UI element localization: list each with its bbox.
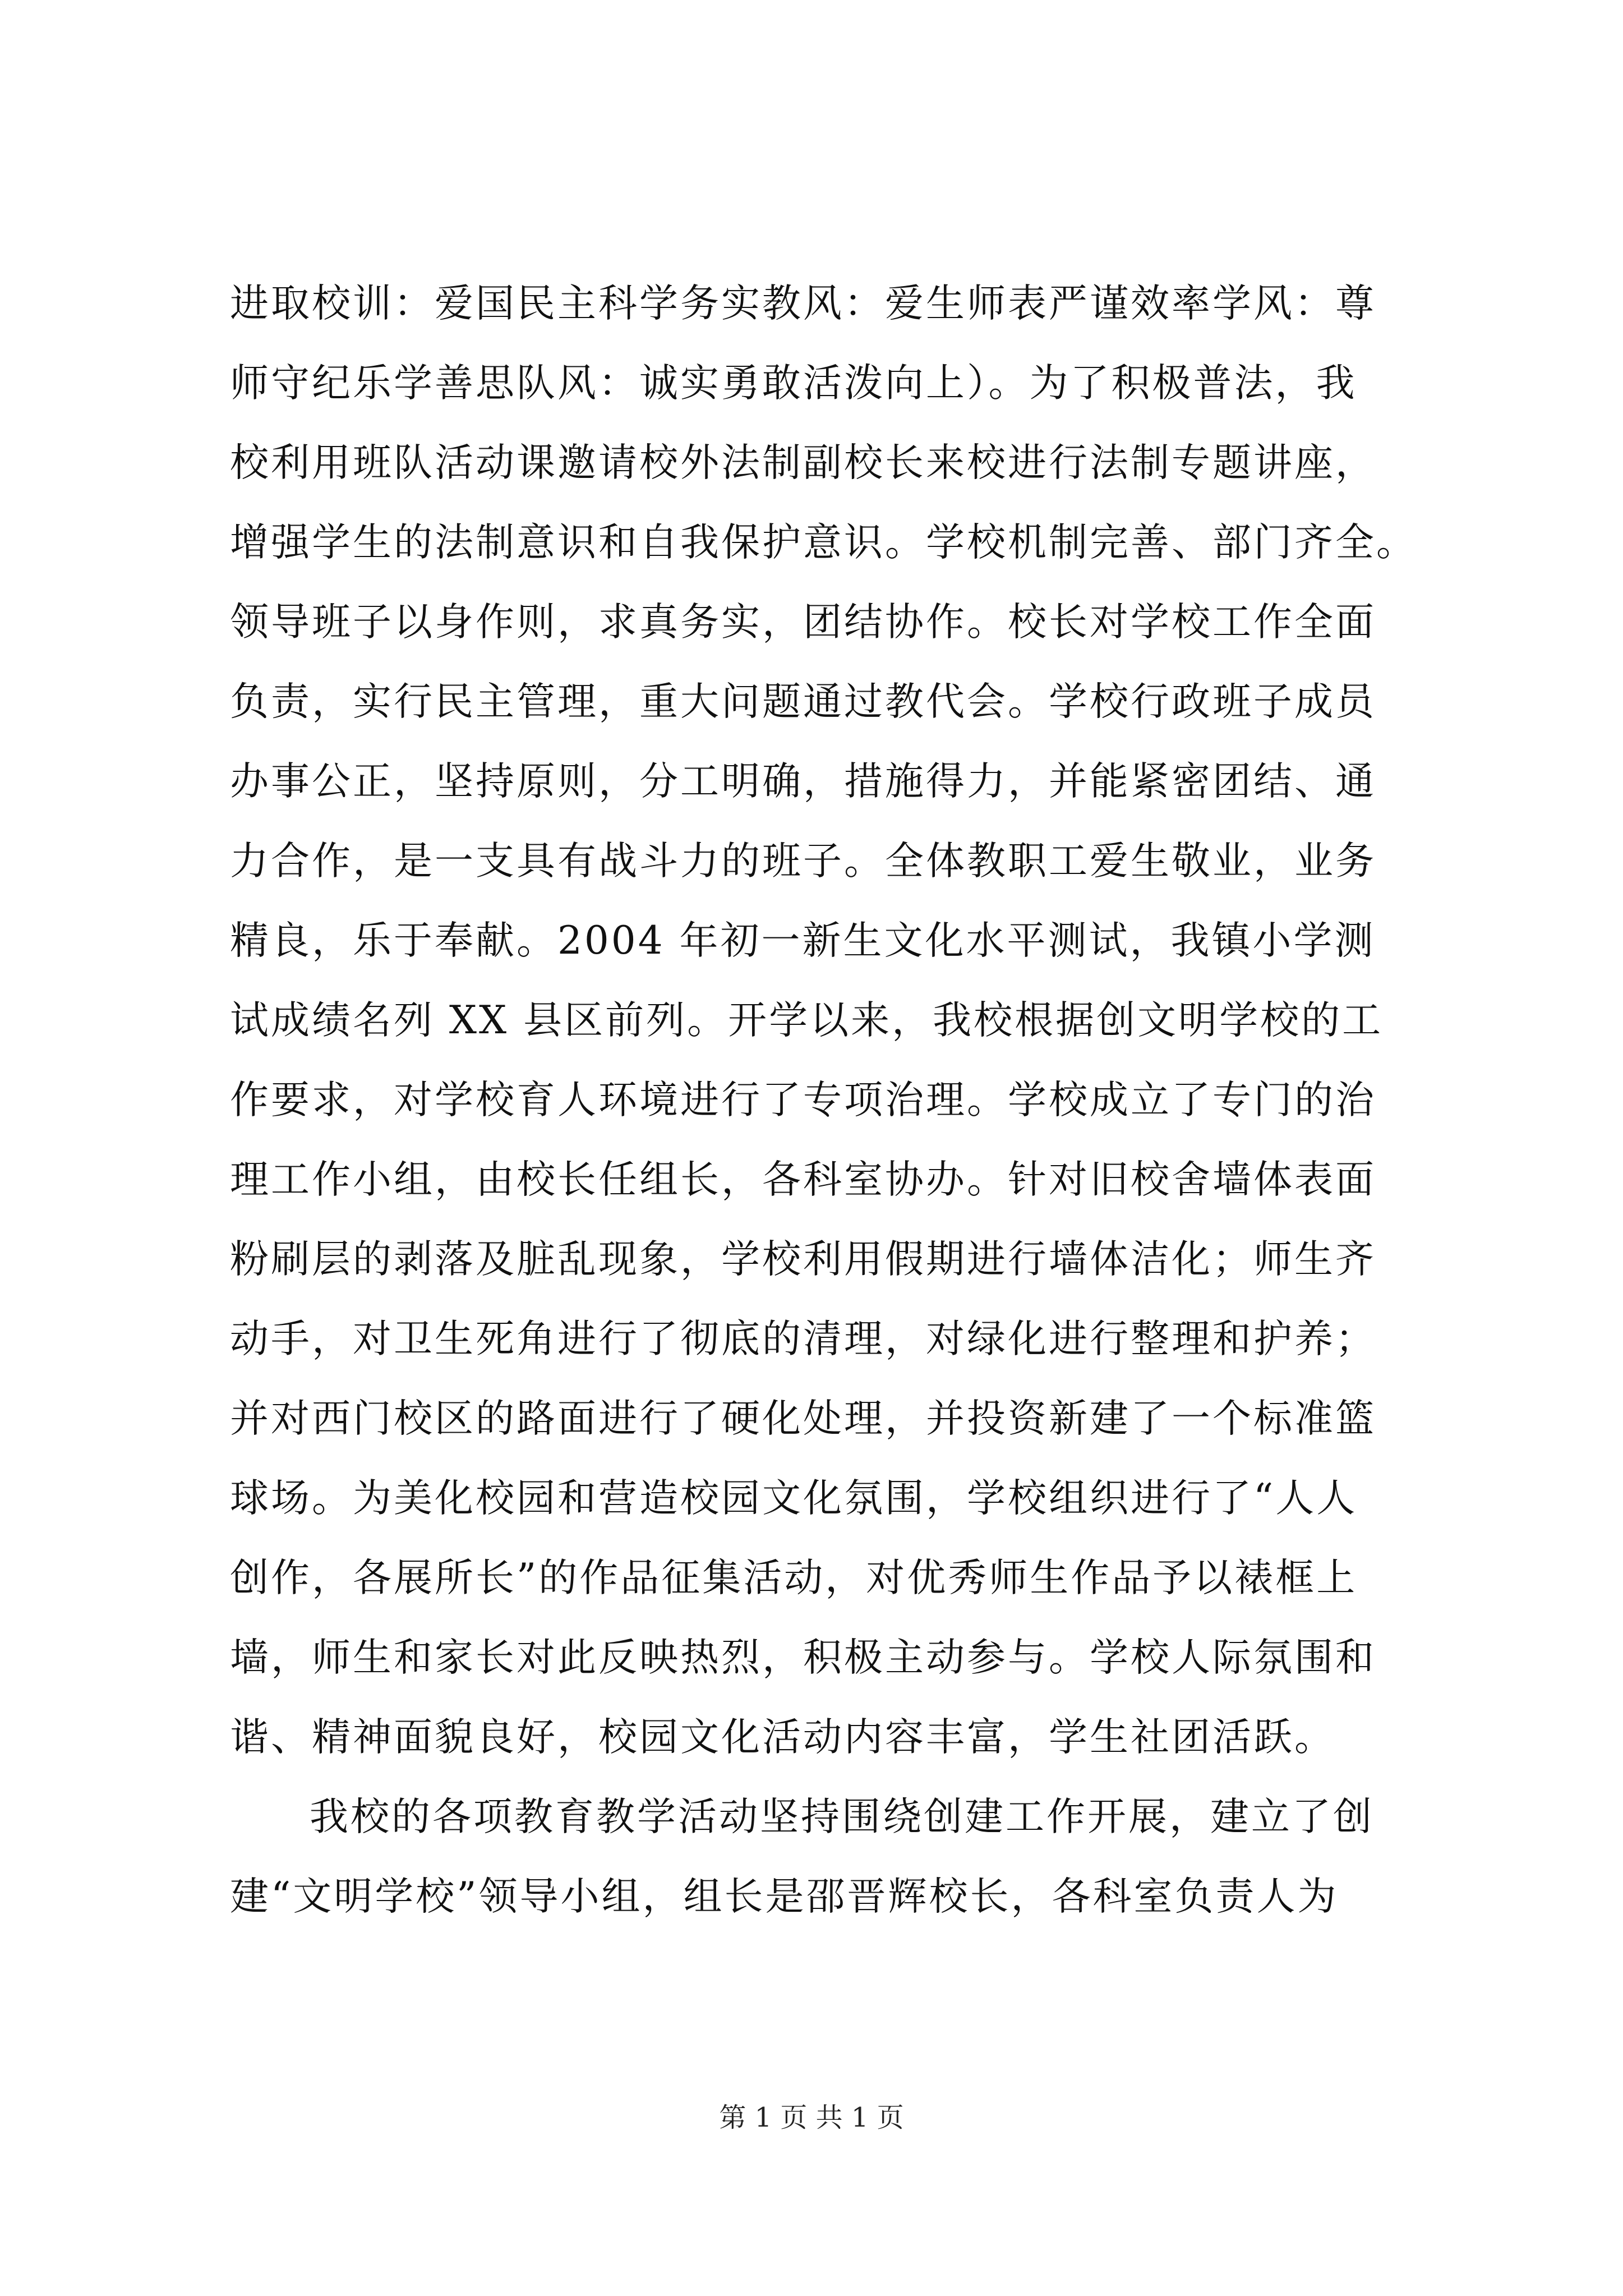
text-line: 粉刷层的剥落及脏乱现象，学校利用假期进行墙体洁化；师生齐 xyxy=(230,1237,1376,1282)
text-line: 师守纪乐学善思队风：诚实勇敢活泼向上）。为了积极普法，我 xyxy=(230,361,1357,406)
text-line: 作要求，对学校育人环境进行了专项治理。学校成立了专门的治 xyxy=(230,1078,1376,1122)
text-line: 动手，对卫生死角进行了彻底的清理，对绿化进行整理和护养； xyxy=(230,1317,1376,1361)
text-line: 负责，实行民主管理，重大问题通过教代会。学校行政班子成员 xyxy=(230,679,1376,724)
paragraph-start-line: 我校的各项教育教学活动坚持围绕创建工作开展，建立了创 xyxy=(310,1795,1374,1839)
text-line: 并对西门校区的路面进行了硬化处理，并投资新建了一个标准篮 xyxy=(230,1396,1376,1441)
text-line: 理工作小组，由校长任组长，各科室协办。针对旧校舍墙体表面 xyxy=(230,1157,1376,1202)
text-line: 试成绩名列 XX 县区前列。开学以来，我校根据创文明学校的工 xyxy=(230,998,1384,1043)
page-footer: 第 1 页 共 1 页 xyxy=(719,2102,904,2133)
text-line: 精良，乐于奉献。2004 年初一新生文化水平测试，我镇小学测 xyxy=(230,918,1376,963)
text-line: 校利用班队活动课邀请校外法制副校长来校进行法制专题讲座， xyxy=(230,440,1376,485)
text-line: 力合作，是一支具有战斗力的班子。全体教职工爱生敬业，业务 xyxy=(230,839,1376,884)
text-line: 领导班子以身作则，求真务实，团结协作。校长对学校工作全面 xyxy=(230,600,1376,645)
text-line: 墙，师生和家长对此反映热烈，积极主动参与。学校人际氛围和 xyxy=(230,1635,1376,1680)
text-line: 建“文明学校”领导小组，组长是邵晋辉校长，各科室负责人为 xyxy=(230,1874,1339,1919)
text-line: 增强学生的法制意识和自我保护意识。学校机制完善、部门齐全。 xyxy=(230,520,1417,565)
text-line: 谐、精神面貌良好，校园文化活动内容丰富，学生社团活跃。 xyxy=(230,1715,1335,1760)
text-line: 办事公正，坚持原则，分工明确，措施得力，并能紧密团结、通 xyxy=(230,759,1376,804)
text-line: 球场。为美化校园和营造校园文化氛围，学校组织进行了“人人 xyxy=(230,1476,1358,1521)
body-text xyxy=(230,264,1424,1936)
text-line: 进取校训：爱国民主科学务实教风：爱生师表严谨效率学风：尊 xyxy=(230,281,1376,326)
text-line: 创作，各展所长”的作品征集活动，对优秀师生作品予以裱框上 xyxy=(230,1556,1358,1600)
